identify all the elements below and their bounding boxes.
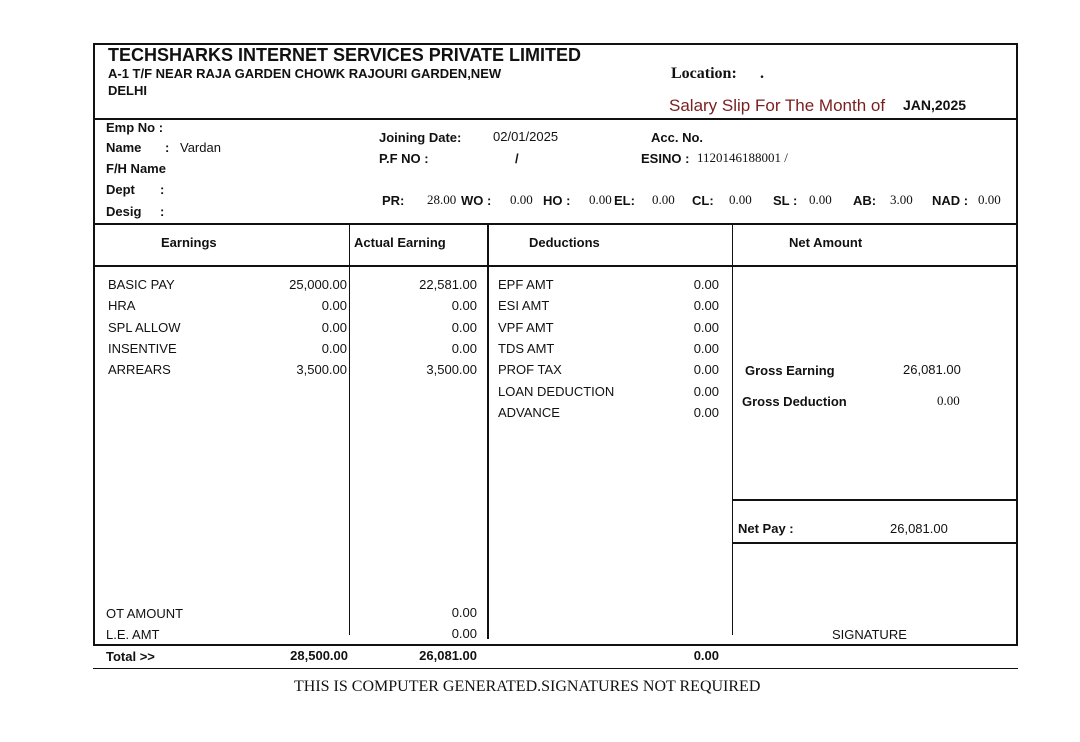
att-el-label: EL: [614, 193, 635, 208]
location-value: . [760, 65, 764, 82]
net-divider-2 [732, 542, 1018, 544]
col-line-1 [349, 224, 350, 635]
earning-actual: 0.00 [451, 319, 477, 335]
divider-colheads [93, 265, 1018, 267]
earning-actual: 3,500.00 [426, 362, 477, 378]
deduction-label: TDS AMT [498, 340, 555, 356]
total-earnings: 28,500.00 [290, 648, 348, 663]
deduction-label: PROF TAX [498, 362, 562, 378]
earning-label: BASIC PAY [108, 277, 175, 292]
deduction-amount: 0.00 [693, 362, 719, 378]
att-ab-label: AB: [853, 193, 877, 208]
le-amt-label: L.E. AMT [106, 627, 160, 642]
gross-deduction-label: Gross Deduction [742, 394, 847, 409]
att-sl-label: SL : [773, 193, 798, 208]
header-earnings: Earnings [161, 235, 217, 250]
att-nad-value: 0.00 [978, 192, 1001, 207]
att-ho-value: 0.00 [589, 192, 612, 207]
le-amt-value: 0.00 [451, 626, 477, 641]
name-sep: : [165, 140, 170, 155]
earning-actual: 0.00 [451, 298, 477, 314]
deduction-amount: 0.00 [693, 277, 719, 292]
company-address-1: A-1 T/F NEAR RAJA GARDEN CHOWK RAJOURI GARDEN,NEW [108, 66, 502, 81]
fh-name-label: F/H Name [106, 161, 166, 176]
name-label: Name [106, 140, 142, 155]
deduction-label: ADVANCE [498, 404, 560, 420]
footer-note: THIS IS COMPUTER GENERATED.SIGNATURES NOT REQUIRED [294, 678, 761, 695]
deduction-amount: 0.00 [693, 404, 719, 420]
total-actual: 26,081.00 [419, 648, 477, 663]
dept-sep: : [160, 182, 165, 197]
net-pay-value: 26,081.00 [890, 521, 948, 536]
att-cl-value: 0.00 [729, 192, 752, 207]
gross-deduction-value: 0.00 [937, 393, 960, 408]
border-right [1016, 43, 1018, 646]
signature-label: SIGNATURE [832, 627, 907, 642]
deduction-amount: 0.00 [693, 298, 719, 314]
header-deductions: Deductions [529, 235, 600, 250]
esino-value: 1120146188001 / [697, 150, 788, 165]
desig-label: Desig [106, 204, 142, 219]
earning-amount: 25,000.00 [289, 277, 347, 292]
earning-actual: 0.00 [451, 340, 477, 356]
deduction-label: VPF AMT [498, 319, 554, 335]
earning-label: SPL ALLOW [108, 319, 181, 335]
earning-label: INSENTIVE [108, 340, 177, 356]
att-cl-label: CL: [692, 193, 714, 208]
earning-label: HRA [108, 298, 136, 314]
border-bottom [93, 644, 1018, 646]
company-name: TECHSHARKS INTERNET SERVICES PRIVATE LIMITED [108, 45, 582, 65]
deduction-amount: 0.00 [693, 383, 719, 399]
divider-info [93, 223, 1018, 225]
earning-amount: 0.00 [321, 319, 347, 335]
slip-title: Salary Slip For The Month of [669, 96, 886, 115]
earning-actual: 22,581.00 [419, 277, 477, 292]
att-pr-value: 28.00 [427, 192, 457, 207]
joining-label: Joining Date: [379, 130, 462, 145]
col-line-2 [487, 224, 489, 639]
total-underline [93, 668, 1018, 669]
earning-amount: 0.00 [321, 340, 347, 356]
divider-header [93, 118, 1018, 120]
slip-month: JAN,2025 [903, 97, 967, 113]
dept-label: Dept [106, 182, 135, 197]
company-address-2: DELHI [108, 83, 147, 98]
pf-label: P.F NO : [379, 151, 429, 166]
earning-amount: 3,500.00 [296, 362, 347, 378]
att-wo-label: WO : [461, 193, 492, 208]
header-actual: Actual Earning [354, 235, 446, 250]
att-pr-label: PR: [382, 193, 405, 208]
earning-amount: 0.00 [321, 298, 347, 314]
col-line-3 [732, 224, 733, 635]
att-el-value: 0.00 [652, 192, 675, 207]
ot-amount-value: 0.00 [451, 605, 477, 620]
net-pay-label: Net Pay : [738, 521, 794, 536]
gross-earning-label: Gross Earning [745, 363, 835, 378]
location-label: Location: [671, 65, 737, 82]
emp-no-label: Emp No : [106, 120, 164, 135]
ot-amount-label: OT AMOUNT [106, 606, 184, 621]
total-deductions: 0.00 [693, 648, 719, 663]
earning-label: ARREARS [108, 362, 171, 378]
deduction-label: EPF AMT [498, 277, 554, 292]
deduction-amount: 0.00 [693, 319, 719, 335]
employee-name: Vardan [180, 140, 221, 155]
esino-label: ESINO : [641, 151, 690, 166]
att-sl-value: 0.00 [809, 192, 832, 207]
att-ho-label: HO : [543, 193, 571, 208]
net-divider-1 [732, 499, 1018, 501]
att-nad-label: NAD : [932, 193, 969, 208]
joining-date: 02/01/2025 [493, 129, 559, 144]
deduction-label: LOAN DEDUCTION [498, 383, 615, 399]
desig-sep: : [160, 204, 165, 219]
gross-earning-value: 26,081.00 [903, 362, 961, 377]
deduction-label: ESI AMT [498, 298, 550, 314]
deduction-amount: 0.00 [693, 340, 719, 356]
acc-label: Acc. No. [651, 130, 704, 145]
att-ab-value: 3.00 [890, 192, 913, 207]
total-label: Total >> [106, 649, 155, 664]
header-net: Net Amount [789, 235, 863, 250]
pf-value: / [515, 151, 519, 166]
att-wo-value: 0.00 [510, 192, 533, 207]
border-left [93, 43, 95, 646]
